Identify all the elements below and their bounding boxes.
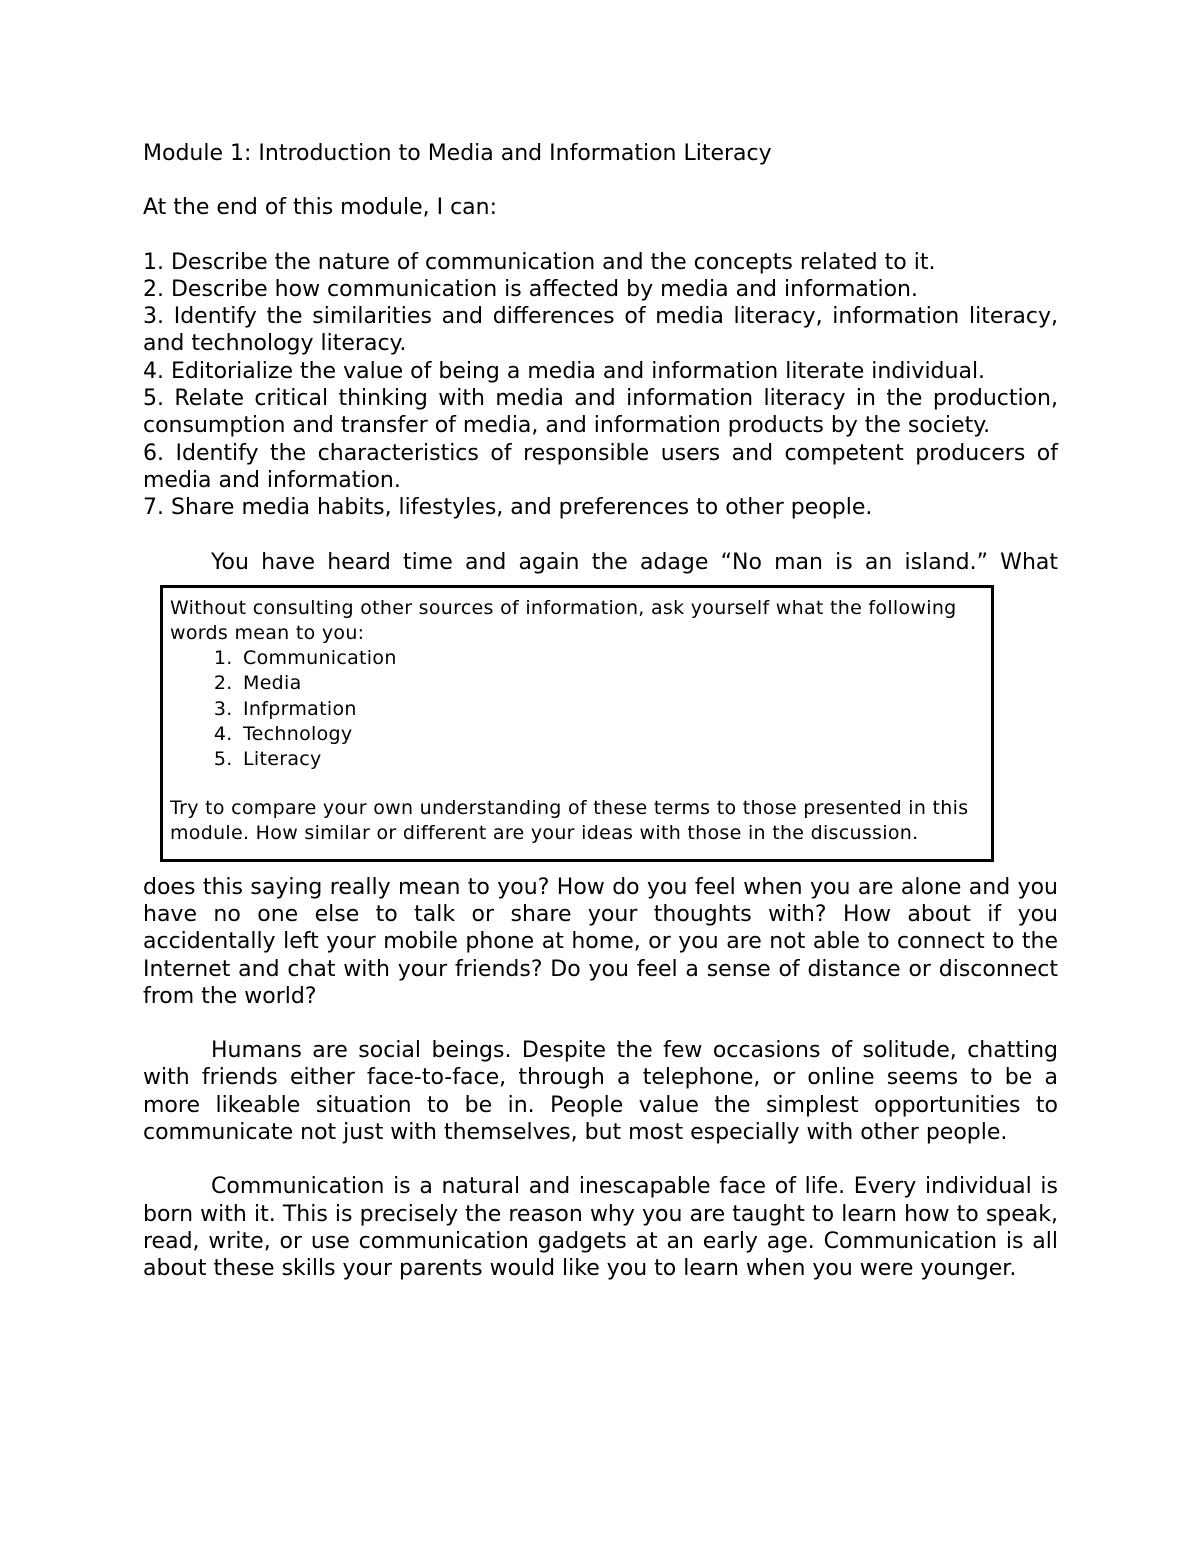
paragraph-1-end: does this saying really mean to you? How do you feel when you are alone and you have no one else to talk or share your thoughts with? How about if you accidentally left your mobile phone at home, or you are not able to connect to the Internet and chat with your friends? Do you feel a sense of distance or disconnect from the world?	[143, 874, 1058, 1009]
reflection-term: 1. Communication	[239, 646, 981, 671]
objective-item: 5. Relate critical thinking with media and information literacy in the production, consumption and transfer of media, and information products by the society.	[143, 386, 1058, 439]
objective-item: 3. Identify the similarities and differences of media literacy, information literacy, and technology literacy.	[143, 304, 1058, 357]
reflection-prompt: Without consulting other sources of information, ask yourself what the following words mean to you:	[170, 596, 957, 645]
objectives-intro: At the end of this module, I can:	[143, 195, 497, 221]
objective-item: 1. Describe the nature of communication and the concepts related to it.	[143, 249, 936, 275]
reflection-closing: Try to compare your own understanding of these terms to those presented in this module. How similar or different are your ideas with those in the discussion.	[170, 797, 969, 845]
reflection-terms-list	[170, 646, 981, 772]
objective-item: 7. Share media habits, lifestyles, and preferences to other people.	[143, 495, 873, 521]
objective-item: 6. Identify the characteristics of responsible users and competent producers of media and information.	[143, 440, 1058, 493]
reflection-term: 3. Infprmation	[239, 697, 981, 722]
paragraph-3: Communication is a natural and inescapable face of life. Every individual is born with it. This is precisely the reason why you are taught to learn how to speak, read, write, or use communication gadgets at an early age. Communication is all about these skills your parents would like you to learn when you were younger.	[143, 1174, 1058, 1282]
paragraph-1-start: You have heard time and again the adage “No man is an island.” What	[211, 549, 1058, 575]
reflection-term: 5. Literacy	[239, 747, 981, 772]
paragraph-2: Humans are social beings. Despite the few occasions of solitude, chatting with friends either face-to-face, through a telephone, or online seems to be a more likeable situation to be in. People value the simplest opportunities to communicate not just with themselves, but most especially with other people.	[143, 1038, 1058, 1146]
objective-item: 4. Editorialize the value of being a media and information literate individual.	[143, 358, 986, 384]
objectives-list	[143, 249, 1058, 522]
objective-item: 2. Describe how communication is affected by media and information.	[143, 276, 918, 302]
reflection-box	[160, 585, 994, 862]
module-title: Module 1: Introduction to Media and Information Literacy	[143, 141, 772, 166]
document-body	[143, 140, 1058, 1283]
reflection-term: 4. Technology	[239, 722, 981, 747]
reflection-term: 2. Media	[239, 671, 981, 696]
